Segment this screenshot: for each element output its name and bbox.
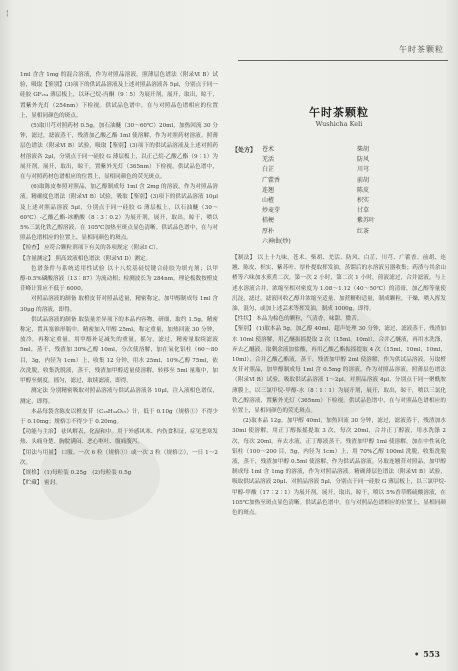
ingredient: 广藿香	[262, 176, 281, 184]
formula-row	[262, 206, 432, 216]
formula-row	[262, 186, 432, 196]
paragraph: 供试品溶液的制备 取装量差异项下的本品内容物，研细，取约 1.5g，精密称定，置具塞锥形瓶中，精密加入甲醇 25ml，称定重量，加热回流 30 分钟，放冷，再称定重量，用甲醇补足减失的重量，摇匀，滤过，精密量取续滤液 5ml，蒸干，残渣加 30%乙醇 10ml，分次使溶解，加在氧化铝柱（60～80 目，3g，内径为 1cm）上，收集 12 分钟，用水 25ml、10%乙醇 75ml，依次洗脱，收集洗脱液，蒸干，残渣加甲醇适量使溶解，转移至 5ml 量瓶中，加甲醇至刻度，摇匀，滤过，取续滤液，即得。	[20, 316, 218, 385]
paragraph: 【性状】 本品为棕色的颗粒，气清香，味甜、微苦。	[232, 316, 363, 323]
formula-row	[262, 227, 432, 237]
paragraph: 测定法 分别精密吸取对照品溶液与供试品溶液各 10μl，注入液相色谱仪，测定，即得。	[20, 388, 218, 405]
formula-row	[262, 237, 432, 247]
paragraph: 【制法】 以上十九味，苍术、柴胡、羌活、防风、白芷、川芎、广藿香、前胡、连翘、陈皮、枳实、紫苏叶、厚朴提取挥发油，蒸馏后的水溶液另器收集；药渣与其余山楂等六味加水煎煮二次，第一次 2 小时，第二次 1 小时，煎液滤过，合并滤液，与上述水溶液合并，浓缩至相对密度为 1.08～1.12（40～50℃）的清膏，加乙醇等量使沉淀，滤过，滤液回收乙醇并浓缩至适量，加蔗糖粉适量，制成颗粒，干燥，喷入挥发油，混匀，或加上述芸术等挥发油，制成 1000g，即得。	[232, 255, 446, 313]
paragraph: 【功能与主治】 祛风解表，化湿和中。用于外感风寒、内伤食积证，症见恶寒发热、头痛身楚、胸脘满闷、恶心呕吐、腹痛腹泻。	[20, 429, 218, 446]
paragraph: (2)取本品 12g，加甲醇 40ml，加热回流 30 分钟，滤过，滤液蒸干，残渣加水 30ml 使溶解，用正丁醇振摇提取 3 次，每次 20ml，合并正丁醇液，用水洗涤 2 次，每次 20ml，弃去水液，正丁醇液蒸干，残渣加甲醇 1ml 使溶解，加在中性氧化铝柱（100～200 目，5g，内径为 1cm）上，用 70%乙醇 100ml 洗脱，收集洗脱液，蒸干，残渣加甲醇 0.5ml 使溶解，作为供试品溶液。另取连翘苷对照品，加甲醇制成每 1ml 含 1mg 的溶液，作为对照品溶液。精确薄层色谱法（附录Ⅵ B）试验，吸取供试品溶液 20μl、对照品溶液 5μl，分别点于同一硅胶 G 薄层板上，以三氯甲烷-甲醇-甲酸（17∶2∶1）为展开剂，展开，取出，晾干，喷以 5%香草醛硫酸溶液，在 105℃加热至斑点显色清晰。供试品色谱中，在与对照品色谱相应的位置上，显相同颜色的斑点。	[232, 418, 446, 517]
paragraph: 本品每袋含陈皮以橙皮苷（C₂₈H₃₄O₁₅）计，低于 0.10g（规格①）不得少于 0.10mg；规格②不得少于 0.20mg。	[20, 408, 218, 425]
formula-row	[262, 216, 432, 226]
ingredient: 防风	[357, 156, 370, 164]
ingredient: 山楂	[262, 197, 275, 205]
monograph-title: 午时茶颗粒	[309, 106, 369, 119]
formula-ingredients	[262, 145, 432, 247]
running-head: 午时茶颗粒	[399, 45, 444, 54]
ingredient: 白芷	[262, 166, 275, 174]
ingredient: 甘草	[357, 207, 370, 215]
ingredient: 苍术	[262, 146, 275, 153]
right-column-text	[232, 253, 446, 518]
paragraph: 【鉴别】 (1)取本品 5g，加乙醇 40ml，超声处理 30 分钟，滤过，滤液蒸干，残渣加水 10ml 使溶解，用乙醚振摇提取 2 次（15ml，10ml），合并乙醚液，再用水洗涤，弃去乙醚液，取剩余液加盐酸，再用乙酸乙酯振摇提取 4 次（15ml，10ml，10ml，10ml），合并乙酸乙酯液，蒸干，残渣加甲醇 2ml 使溶解，作为供试品溶液。另取橙皮苷对照品，加甲醇制成每 1ml 含 0.5mg 的溶液，作为对照品溶液。照薄层色谱法（附录Ⅵ B）试验，吸取供试品溶液 1～2μl，对照品溶液 4μl，分别点于同一聚酰胺薄膜上，以三氯甲烷-甲醇-水（8∶1∶1）为展开剂，展开，取出，晾干，喷以三氯化铁乙醇溶液，置紫外光灯（365nm）下检视。供试品色谱中，在与对照品色谱相应的位置上，显相同颜色的荧光斑点。	[232, 326, 446, 415]
formula-row	[262, 155, 432, 165]
paragraph: 对照品溶液的制备 取橙皮苷对照品适量，精密称定，加甲醇制成每 1ml 含 30μg 的溶液，即得。	[20, 296, 218, 313]
paragraph: 【检查】 应符合颗粒剂项下有关的各项规定（附录Ⅰ C）。	[20, 245, 162, 252]
ingredient: 前胡	[357, 176, 370, 184]
ingredient: 桔梗	[262, 217, 275, 225]
ingredient: 陈皮	[357, 186, 370, 194]
ingredient: 连翘	[262, 186, 275, 194]
ingredient: 炒麦芽	[262, 207, 281, 215]
formula-row	[262, 176, 432, 186]
ingredient: 六神曲(炒)	[262, 237, 291, 245]
page-bullet: •	[414, 649, 420, 659]
paragraph: (5)取川芎对照药材 0.5g，加石油醚（30～60℃）20ml，加热回流 30 分钟，滤过，滤液蒸干，残渣加乙酸乙酯 1ml 使溶解，作为对照药材溶液。照薄层色谱法（附录Ⅵ B）试验，吸取【鉴别】(3)项下的供试品溶液及上述对照药材溶液各 2μl，分别点于同一硅胶 G 薄层板上，以正己烷-乙酸乙酯（9∶1）为展开剂，展开，取出，晾干，置紫外光灯（365nm）下检视。供试品色谱中，在与对照药材色谱相应的位置上，显相同颜色的荧光斑点。	[20, 123, 218, 181]
paragraph: 【含量测定】 照高效液相色谱法（附录Ⅵ D）测定。	[20, 255, 152, 262]
left-column-text	[20, 70, 218, 488]
formula-row	[262, 196, 432, 206]
monograph-pinyin: Wushicha Keli	[315, 120, 363, 128]
ingredient: 羌活	[262, 156, 275, 164]
page-number-value: 553	[423, 649, 440, 659]
paragraph: 【规格】 (1)每粒装 0.25g (2)每粒装 0.5g	[20, 469, 132, 476]
header-rule	[238, 60, 448, 61]
formula-label: 【处方】	[232, 147, 257, 154]
paragraph: 【用法与用量】 口服。一次 6 粒（规格①）或一次 3 粒（规格②），一日 1～2 次。	[20, 449, 218, 466]
formula-row	[262, 165, 432, 175]
scan-mark: ¦	[6, 9, 9, 17]
paragraph: (6)取陈皮参照对照品，加乙醇制成每 1ml 含 2mg 的溶液，作为对照品溶液。精确度色谱法（附录Ⅵ B）试验，吸取【鉴别】(3)项下的供试品溶液 10μl 及上述对照品溶液 5μl，分别点于同一硅胶 G 薄层板上，以石油醚（30～60℃）-乙酸乙酯-冰醋酸（8∶3∶0.2）为展开剂，展开，取出，晾干，喷以 5%三氯化铁乙醇溶液，在 105℃加热至斑点显色清晰。供试品色谱中，在与对照品色谱相应的位置上，显相同颜色的斑点。	[20, 184, 218, 242]
ingredient: 川芎	[357, 166, 370, 174]
ingredient: 厚朴	[262, 227, 275, 235]
formula-row	[262, 145, 432, 155]
paragraph: 1ml 含含 1mg 的混合溶液，作为对照品溶液。照薄层色谱法（附录Ⅵ B）试验，吸取【鉴别】(3)项下的供试品溶液及上述对照品溶液各 5μl，分别点于同一硅胶 GF₂₅₄ 薄层板上，以环己烷-丙酮（9∶5）为展开剂，展开，取出，晾干，置紫外光灯（254nm）下检视。供试品色谱中，在与对照品色谱相应的位置上，显相同颜色的斑点。	[20, 72, 218, 119]
ingredient: 紫苏叶	[357, 217, 376, 225]
page-number	[414, 649, 440, 659]
paragraph: 色谱条件与系统适用性试验 以十八烷基硅烷键合硅胶为填充剂；以甲醇-0.5%磷酸溶液（13∶87）为流动相；检测波长为 284nm。理论板数按橙皮苷峰计算应不低于 6000。	[20, 265, 218, 293]
ingredient: 红茶	[357, 227, 370, 235]
ingredient: 枳实	[357, 197, 370, 205]
ingredient: 柴胡	[357, 146, 370, 153]
paragraph: 【贮藏】 密封。	[20, 480, 61, 487]
